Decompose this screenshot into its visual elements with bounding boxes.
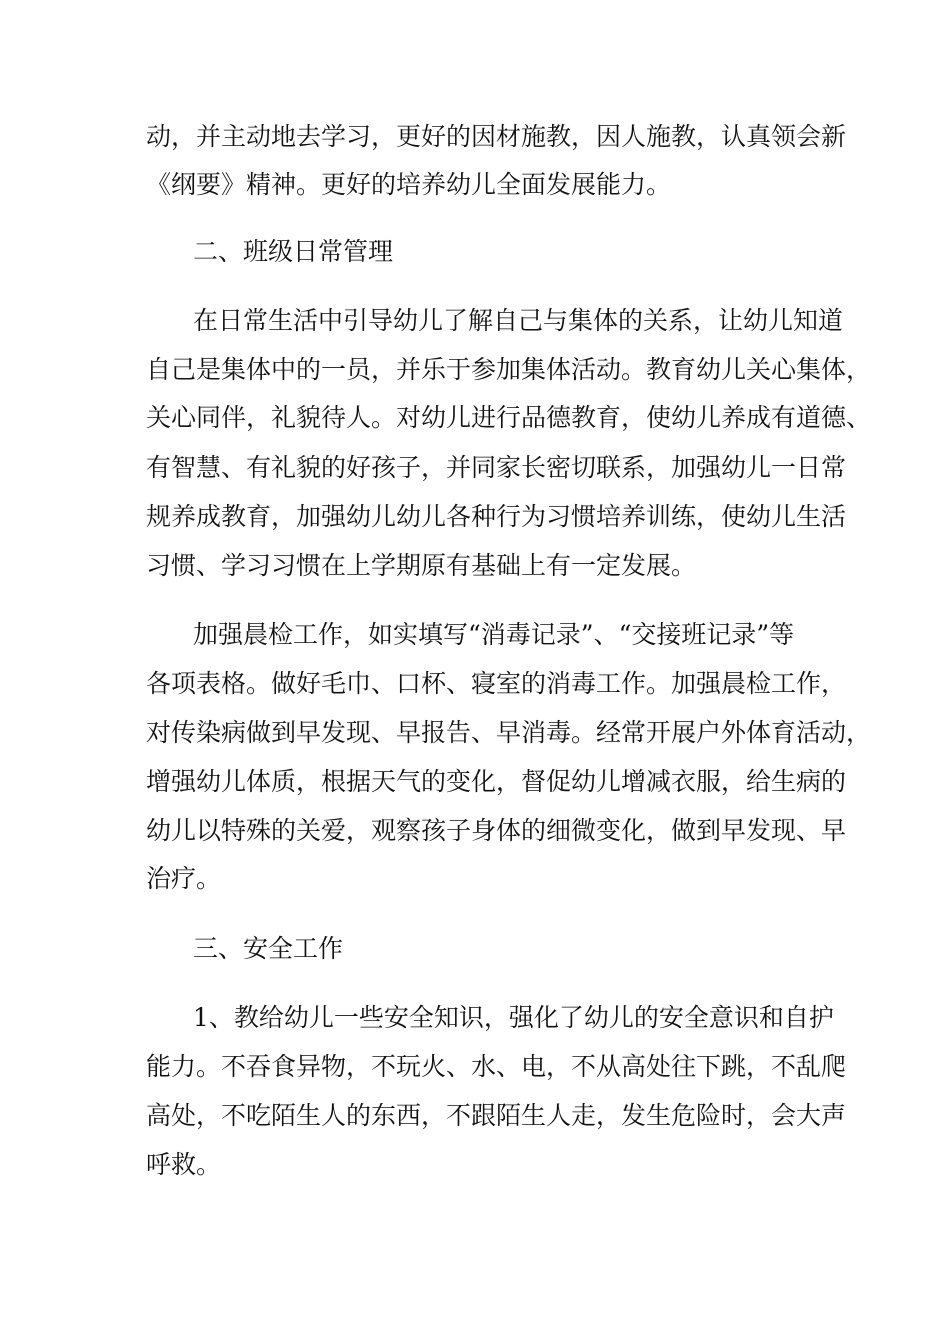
paragraph-line: 幼儿以特殊的关爱，观察孩子身体的细微变化，做到早发现、早 [146,816,847,845]
paragraph-line: 关心同伴，礼貌待人。对幼儿进行品德教育，使幼儿养成有道德、 [146,403,872,432]
section-heading: 三、安全工作 [193,934,344,963]
paragraph-line: 1、教给幼儿一些安全知识，强化了幼儿的安全意识和自护 [193,1003,834,1032]
paragraph-line: 高处，不吃陌生人的东西，不跟陌生人走，发生危险时，会大声 [146,1101,847,1130]
paragraph-line: 在日常生活中引导幼儿了解自己与集体的关系，让幼儿知道 [193,306,844,335]
paragraph-line: 对传染病做到早发现、早报告、早消毒。经常开展户外体育活动， [146,718,872,747]
paragraph-line: 《纲要》精神。更好的培养幼儿全面发展能力。 [146,170,672,199]
paragraph-line: 呼救。 [146,1150,222,1179]
paragraph-line: 加强晨检工作，如实填写“消毒记录”、“交接班记录”等 [193,620,795,649]
paragraph-line: 规养成教育，加强幼儿幼儿各种行为习惯培养训练，使幼儿生活 [146,502,847,531]
paragraph-line: 有智慧、有礼貌的好孩子，并同家长密切联系，加强幼儿一日常 [146,453,847,482]
paragraph-line: 各项表格。做好毛巾、口杯、寝室的消毒工作。加强晨检工作， [146,669,847,698]
paragraph-line: 习惯、学习习惯在上学期原有基础上有一定发展。 [146,551,697,580]
paragraph-line: 增强幼儿体质，根据天气的变化，督促幼儿增减衣服，给生病的 [146,767,847,796]
section-heading: 二、班级日常管理 [193,237,394,266]
paragraph-line: 治疗。 [146,864,222,893]
paragraph-line: 能力。不吞食异物，不玩火、水、电，不从高处往下跳，不乱爬 [146,1052,847,1081]
paragraph-line: 自己是集体中的一员，并乐于参加集体活动。教育幼儿关心集体， [146,355,872,384]
paragraph-line: 动，并主动地去学习，更好的因材施教，因人施教，认真领会新 [146,122,847,151]
